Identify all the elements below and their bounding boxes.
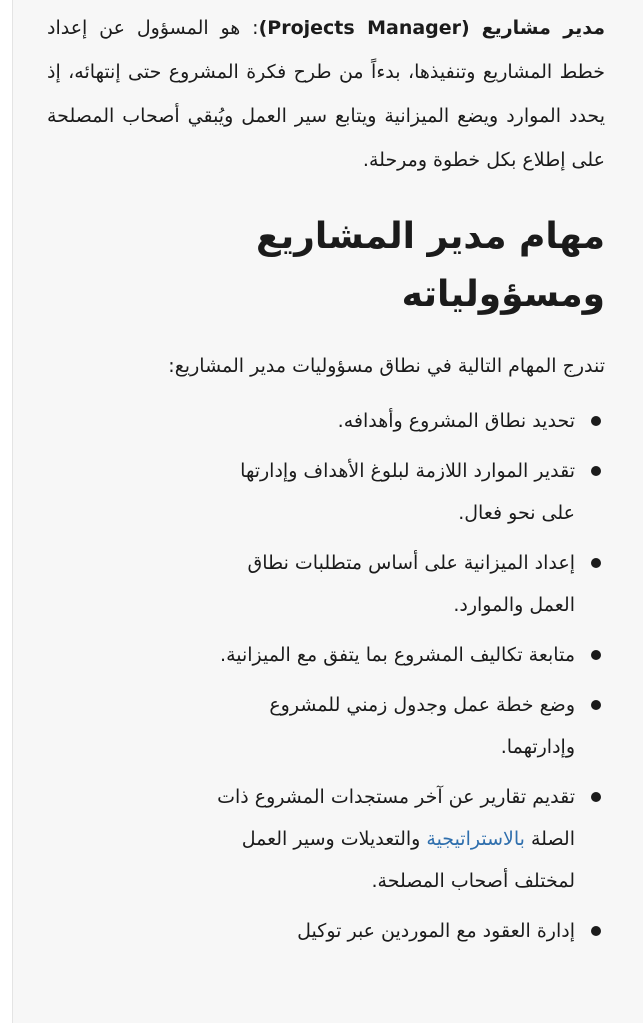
list-item	[205, 776, 605, 902]
list-item	[205, 910, 605, 952]
section-heading: مهام مدير المشاريع ومسؤولياته	[256, 216, 605, 315]
bullet-icon	[591, 650, 601, 660]
strategy-link[interactable]: بالاستراتيجية	[426, 828, 525, 850]
list-item	[205, 450, 605, 534]
list-item	[205, 684, 605, 768]
list-item-text: تحديد نطاق المشروع وأهدافه.	[337, 410, 575, 432]
bullet-icon	[591, 792, 601, 802]
list-item-text: إدارة العقود مع الموردين عبر توكيل	[297, 920, 575, 942]
bullet-icon	[591, 558, 601, 568]
list-item-text-after: والتعديلات وسير العمل لمختلف أصحاب المصلحة.	[241, 828, 575, 892]
list-item	[205, 634, 605, 676]
bullet-icon	[591, 700, 601, 710]
list-item-text-before: تقديم تقارير عن آخر مستجدات المشروع ذات الصلة	[217, 786, 575, 850]
article-page	[12, 0, 643, 1023]
tasks-list	[205, 400, 605, 952]
bullet-icon	[591, 416, 601, 426]
article-content	[47, 6, 605, 960]
list-item	[205, 400, 605, 442]
list-item-text: تقدير الموارد اللازمة لبلوغ الأهداف وإدارتها على نحو فعال.	[240, 460, 575, 524]
intro-term: مدير مشاريع	[481, 17, 605, 39]
bullet-icon	[591, 926, 601, 936]
intro-term-english: (Projects Manager)	[258, 17, 470, 39]
intro-paragraph	[47, 6, 605, 182]
bullet-icon	[591, 466, 601, 476]
list-item	[205, 542, 605, 626]
list-item-text: وضع خطة عمل وجدول زمني للمشروع وإدارتهما.	[269, 694, 575, 758]
intro-text: : هو المسؤول عن إعداد خطط المشاريع وتنفيذها، بدءاً من طرح فكرة المشروع حتى إنتهائه، إذ يحدد الموارد ويضع الميزانية ويتابع سير العمل ويُبقي أصحاب المصلحة على إطلاع بكل خطوة ومرحلة.	[47, 17, 605, 171]
list-item-text: إعداد الميزانية على أساس متطلبات نطاق العمل والموارد.	[247, 552, 575, 616]
list-item-text: متابعة تكاليف المشروع بما يتفق مع الميزانية.	[220, 644, 575, 666]
section-lead: تندرج المهام التالية في نطاق مسؤوليات مدير المشاريع:	[168, 355, 605, 377]
